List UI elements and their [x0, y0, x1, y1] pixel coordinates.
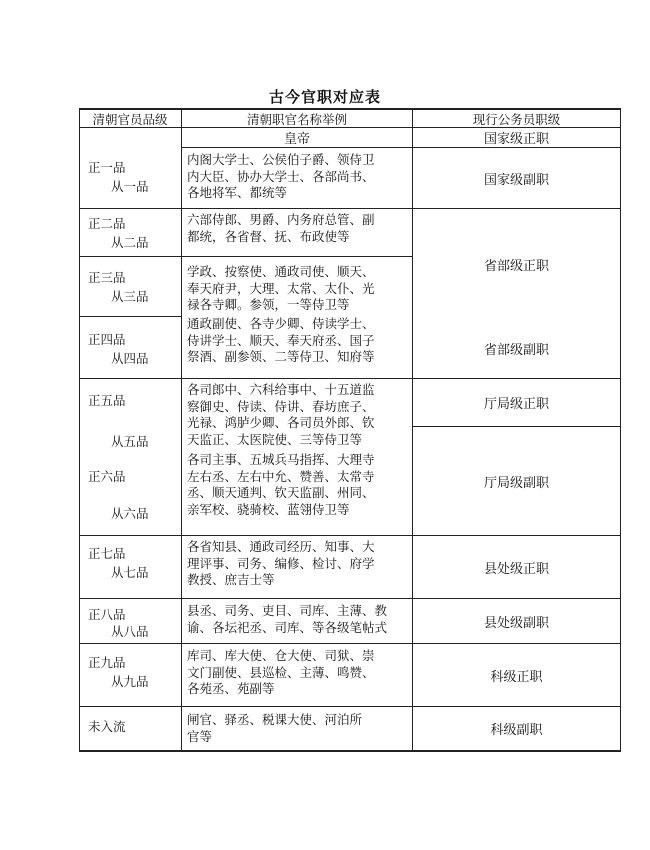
rank-main: 正三品	[88, 270, 126, 285]
officials-text: 内阁大学士、公侯伯子爵、领侍卫 内大臣、协办大学士、各部尚书、 各地将军、都统等	[187, 152, 375, 200]
officials-text: 各省知县、通政司经历、知事、大 理评事、司务、编修、检讨、府学 教授、庶吉士等	[187, 539, 375, 587]
officials-text: 各司郎中、六科给事中、十五道监 察御史、侍读、侍讲、春坊庶子、 光禄、鸿胪少卿、各司员外郎、钦 天监正、太医院使、三等侍卫等	[187, 382, 375, 447]
rank-sub: 从五品	[111, 434, 149, 449]
level-cell: 县处级副职	[483, 615, 549, 631]
rank-main: 正六品	[88, 469, 126, 484]
officials-text: 各司主事、五城兵马指挥、大理寺 左右丞、左右中允、赞善、太常寺 丞、顺天通判、钦天监副、州同、 亲军校、骁骑校、蓝翎侍卫等	[187, 452, 375, 517]
correspondence-table	[79, 108, 621, 752]
level-cell: 县处级正职	[483, 561, 549, 577]
officials-text: 通政副使、各寺少卿、侍读学士、 侍讲学士、顺天、奉天府丞、国子 祭酒、副参领、二等侍卫、知府等	[187, 316, 375, 364]
level-cell: 科级正职	[490, 669, 543, 685]
officials-text: 库司、库大使、仓大使、司狱、崇 文门副使、县巡检、主薄、鸣赞、 各苑丞、苑副等	[187, 648, 375, 696]
level-cell: 科级副职	[490, 723, 543, 738]
level-cell: 省部级副职	[483, 343, 549, 358]
rank-sub: 从九品	[111, 674, 149, 689]
rank-main: 正七品	[88, 546, 126, 561]
header-rank: 清朝官员品级	[92, 111, 168, 127]
level-cell: 厅局级正职	[483, 397, 549, 412]
level-cell: 厅局级副职	[483, 475, 549, 491]
officials-text: 闸官、驿丞、税课大使、河泊所 官等	[187, 712, 363, 744]
rank-sub: 从七品	[111, 565, 149, 580]
rank-sub: 从八品	[111, 624, 149, 639]
emperor-official: 皇帝	[283, 132, 310, 147]
rank-main: 正五品	[88, 393, 126, 408]
officials-text: 六部侍郎、男爵、内务府总管、副 都统，各省督、抚、布政使等	[187, 212, 375, 244]
rank-sub: 从三品	[111, 289, 149, 304]
officials-text: 学政、按察使、通政司使、顺天、 奉天府尹，大理、太常、太仆、光 禄各寺卿。参领，一等侍卫等	[187, 264, 375, 312]
rank-main: 正九品	[88, 655, 126, 670]
emperor-level: 国家级正职	[483, 132, 549, 147]
level-cell: 省部级正职	[483, 258, 549, 274]
page-title: 古今官职对应表	[268, 88, 381, 106]
rank-main: 正八品	[88, 607, 126, 622]
rank-main: 正二品	[88, 216, 126, 231]
officials-text: 县丞、司务、吏目、司库、主薄、教 谕、各坛祀丞、司库、等各级笔帖式	[187, 603, 388, 635]
rank-sub: 从一品	[111, 179, 149, 194]
rank-main: 正一品	[88, 160, 126, 175]
header-level: 现行公务员职级	[472, 111, 561, 127]
header-officials: 清朝职官名称举例	[246, 111, 347, 127]
rank-sub: 从二品	[111, 235, 149, 250]
rank-main: 正四品	[88, 332, 126, 347]
level-cell: 国家级副职	[483, 172, 549, 188]
rank-sub: 从四品	[111, 351, 149, 366]
rank-sub: 从六品	[111, 506, 149, 521]
rank-main: 未入流	[88, 719, 126, 734]
